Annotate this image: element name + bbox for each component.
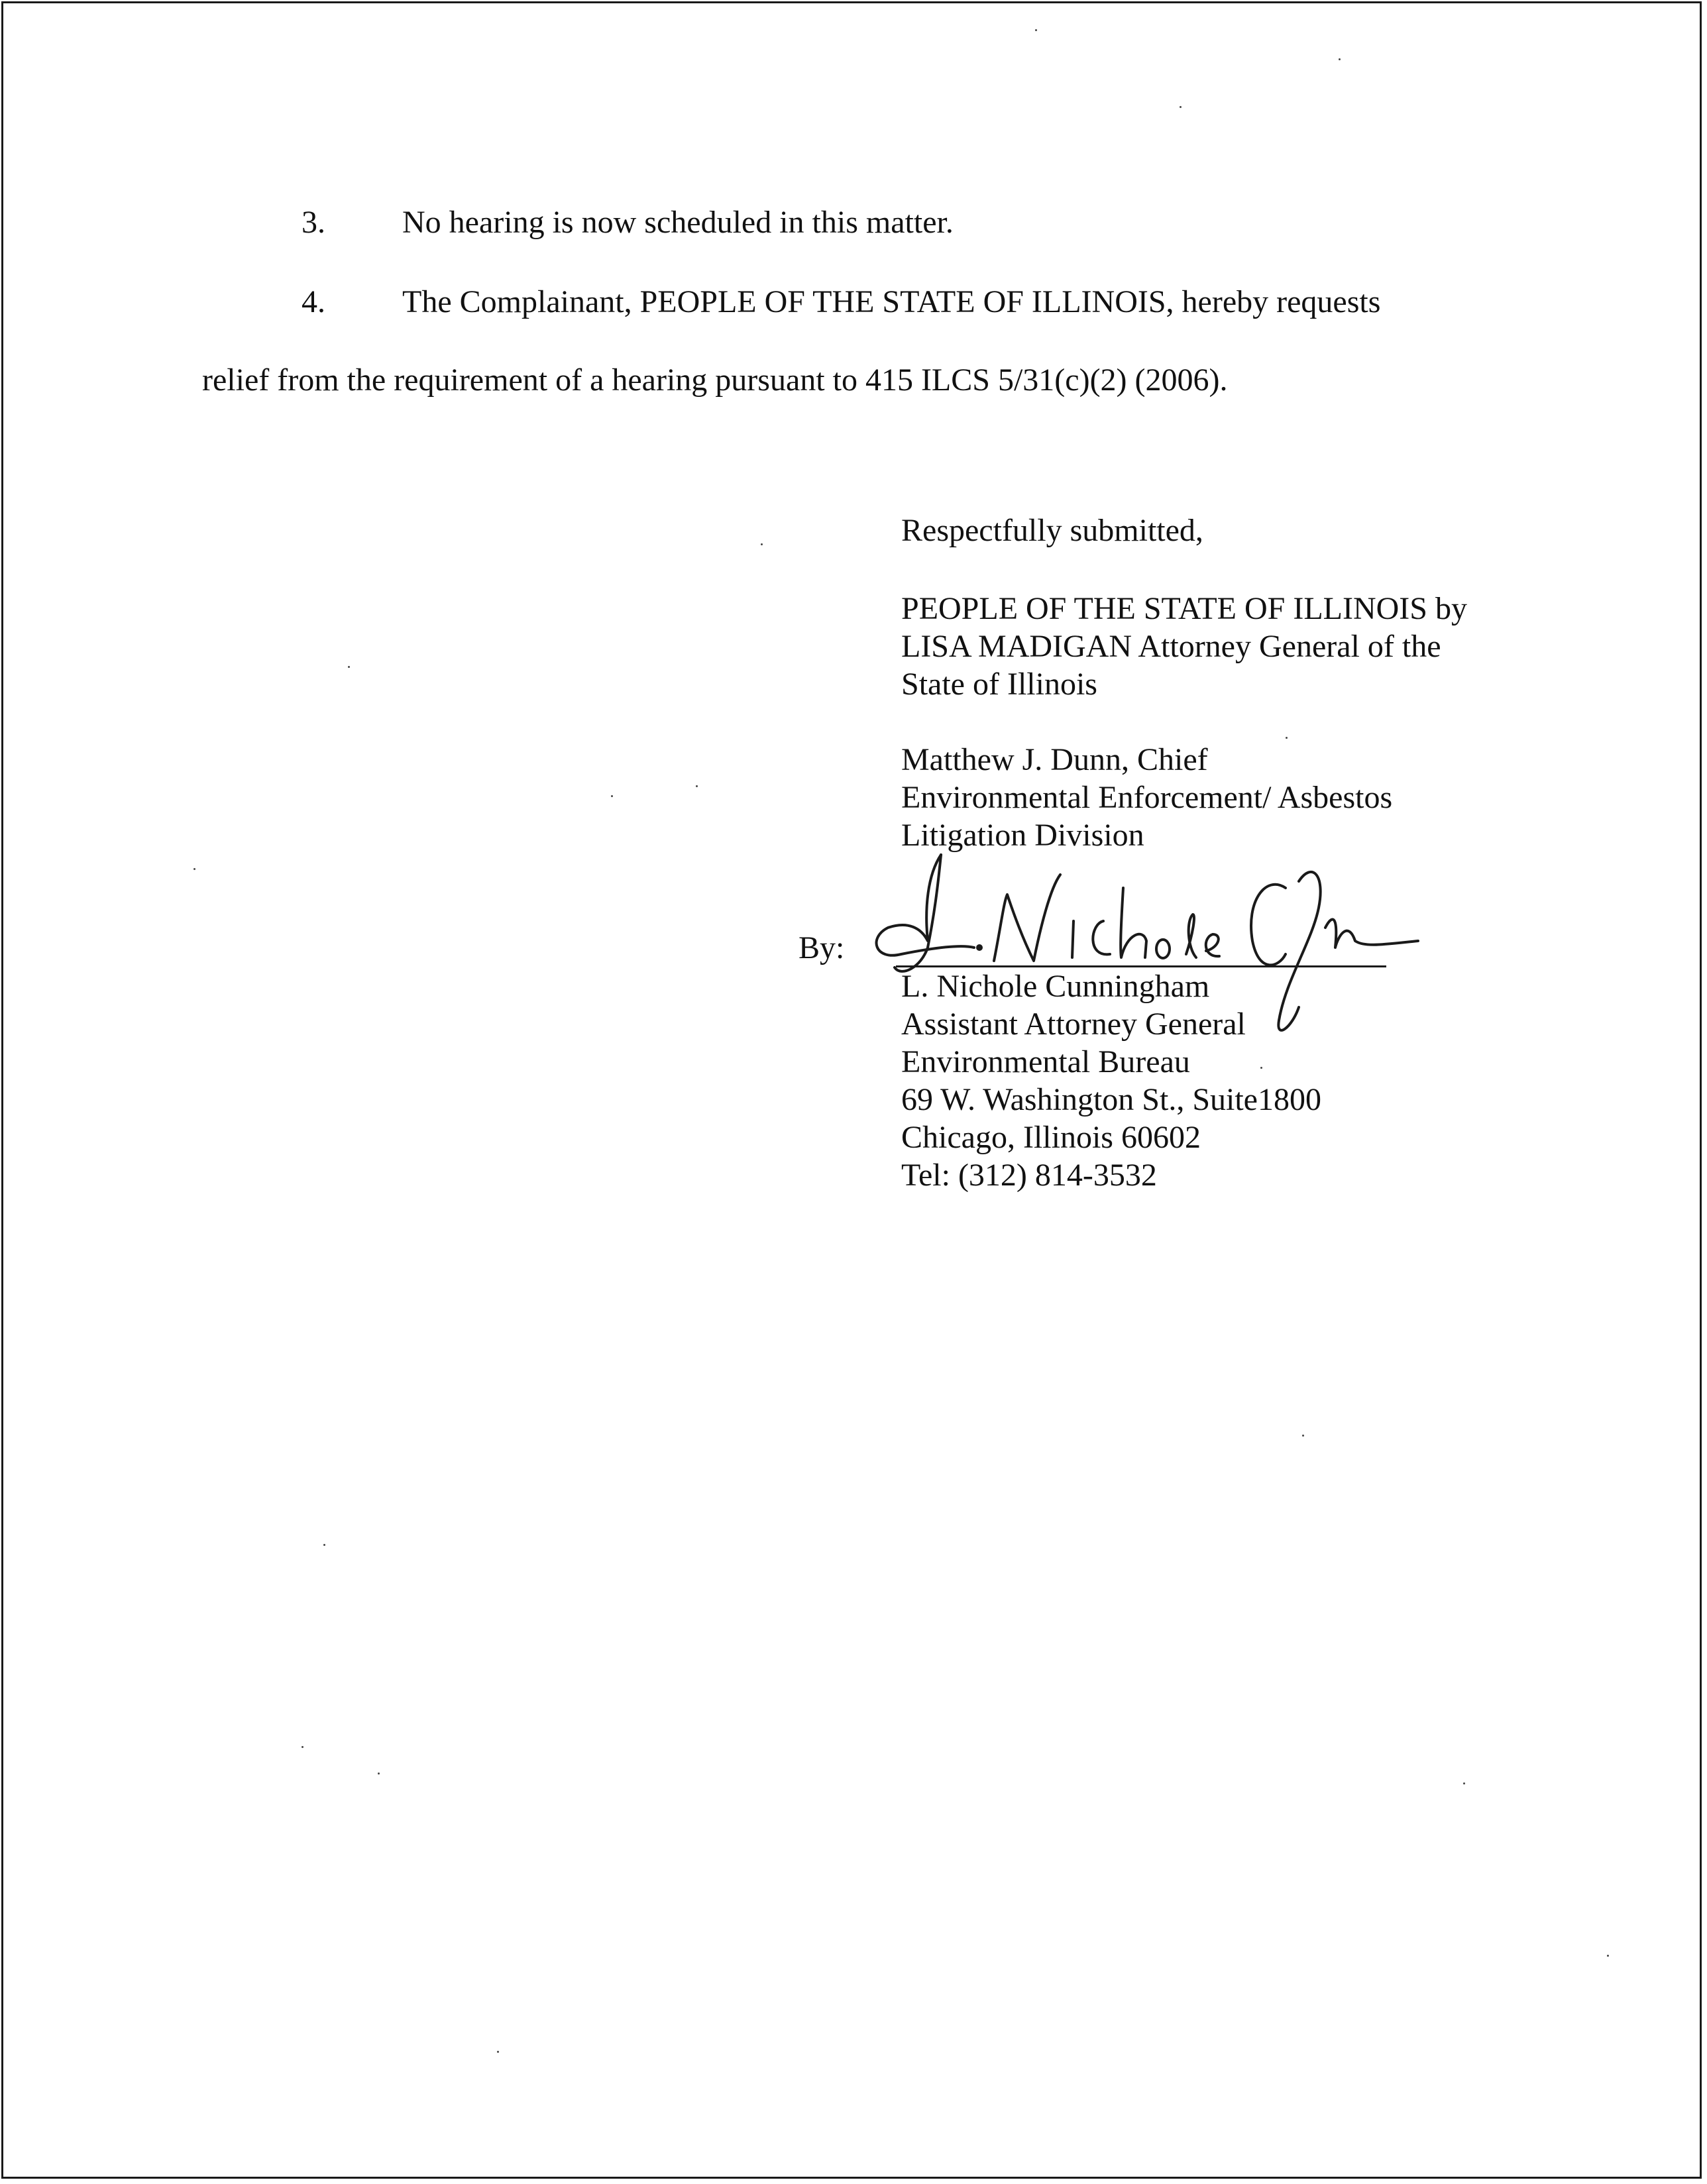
page-border bbox=[1, 1, 1702, 2179]
paragraph-4-continuation: relief from the requirement of a hearing pursuant to 415 ILCS 5/31(c)(2) (2006). bbox=[202, 362, 1228, 398]
scan-speck bbox=[1260, 1067, 1262, 1069]
signer-name: L. Nichole Cunningham bbox=[901, 969, 1210, 1004]
paragraph-4-number: 4. bbox=[302, 284, 325, 319]
chief-block bbox=[901, 741, 1392, 854]
chief-line: Environmental Enforcement/ Asbestos bbox=[901, 780, 1393, 815]
by-label: By: bbox=[798, 930, 845, 965]
scan-speck bbox=[1035, 29, 1037, 31]
scan-speck bbox=[761, 543, 763, 545]
signer-phone: Tel: (312) 814-3532 bbox=[901, 1158, 1157, 1193]
scan-speck bbox=[323, 1544, 325, 1546]
scan-speck bbox=[497, 2051, 499, 2053]
scan-speck bbox=[1463, 1782, 1465, 1784]
closing-line: Respectfully submitted, bbox=[901, 513, 1203, 548]
signer-title: Assistant Attorney General bbox=[901, 1007, 1246, 1042]
scan-speck bbox=[1180, 106, 1182, 108]
party-line: LISA MADIGAN Attorney General of the bbox=[901, 629, 1441, 664]
paragraph-3-text: No hearing is now scheduled in this matter. bbox=[402, 205, 954, 240]
scan-speck bbox=[302, 1746, 303, 1748]
scan-speck bbox=[348, 666, 350, 668]
scan-speck bbox=[1607, 1955, 1609, 1957]
paragraph-3-number: 3. bbox=[302, 205, 325, 240]
scan-speck bbox=[378, 1773, 380, 1774]
signer-city: Chicago, Illinois 60602 bbox=[901, 1120, 1201, 1155]
scan-speck bbox=[1339, 58, 1341, 60]
paragraph-4-text: The Complainant, PEOPLE OF THE STATE OF ILLINOIS, hereby requests bbox=[402, 284, 1381, 319]
party-line: PEOPLE OF THE STATE OF ILLINOIS by bbox=[901, 591, 1467, 626]
scan-speck bbox=[611, 795, 613, 797]
scan-speck bbox=[1302, 1435, 1304, 1437]
party-line: State of Illinois bbox=[901, 667, 1097, 702]
scan-speck bbox=[696, 785, 698, 787]
signer-bureau: Environmental Bureau bbox=[901, 1044, 1190, 1079]
scan-speck bbox=[1286, 737, 1288, 739]
party-block bbox=[901, 590, 1467, 703]
signer-block bbox=[901, 967, 1321, 1194]
signer-address: 69 W. Washington St., Suite1800 bbox=[901, 1082, 1321, 1117]
scan-speck bbox=[193, 868, 195, 870]
chief-line: Litigation Division bbox=[901, 818, 1144, 853]
chief-line: Matthew J. Dunn, Chief bbox=[901, 742, 1208, 777]
